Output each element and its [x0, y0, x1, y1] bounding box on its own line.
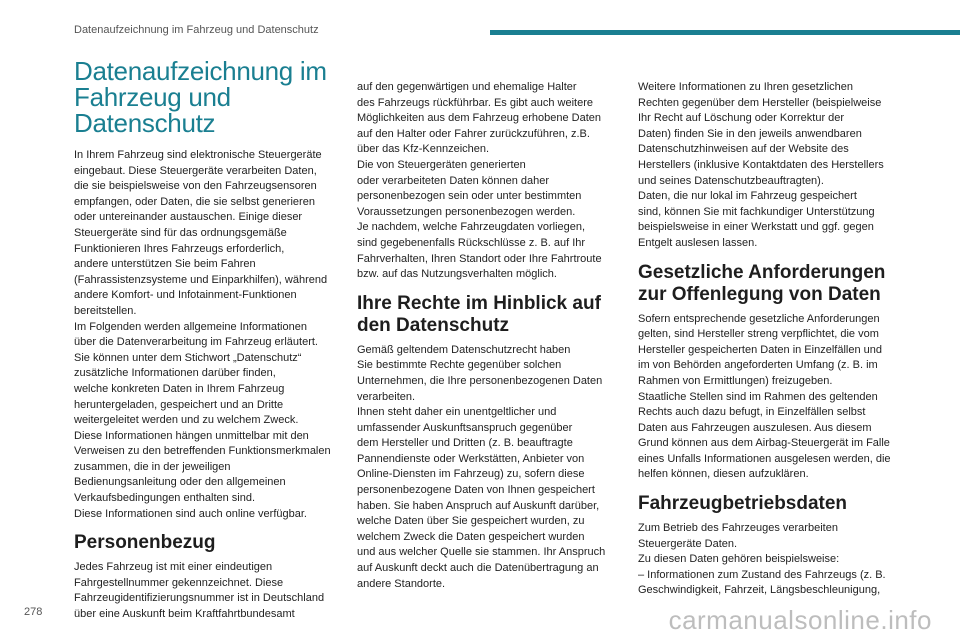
paragraph-weitere-informationen: Weitere Informationen zu Ihren gesetzlichen Rechten gegenüber dem Hersteller (beispielweise Ihr Recht auf Löschung oder Korrektur der Daten) finden Sie in den jeweils anwendbaren Datenschutzhinweisen auf der Website des Herstellers (inklusive Kontaktdaten des Herstellers und seines Datenschutzbeauftragten). Daten, die nur lokal im Fahrzeug gespeichert sind, können Sie mit fachkundiger Unterstützung beispielsweise in einer Werkstatt und ggf. gegen Entgelt auslesen lassen.	[638, 81, 884, 249]
paragraph-rechte: Gemäß geltendem Datenschutzrecht haben Sie bestimmte Rechte gegenüber solchen Unternehmen, die Ihre personenbezogenen Daten verarbeiten. Ihnen steht daher ein unentgeltlicher und umfassender Auskunftsanspruch gegenüber dem Hersteller und Dritten (z. B. beauftragte Pannendienste oder Werkstätten, Anbieter von Online-Diensten im Fahrzeug) zu, sofern diese personenbezogene Daten von Ihnen gespeichert haben. Sie haben Anspruch auf Auskunft darüber, welche Daten über Sie gespeichert wurden, zu welchem Zweck die Daten gespeichert wurden und aus welcher Quelle sie stammen. Ihr Anspruch auf Auskunft deckt auch die Datenübertragung an andere Standorte.	[357, 343, 606, 590]
intro-paragraph: In Ihrem Fahrzeug sind elektronische Steuergeräte eingebaut. Diese Steuergeräte verarbeiten Daten, die sie beispielsweise von den Fahrzeugsensoren empfangen, oder Daten, die sie selbst generieren oder untereinander austauschen. Einige dieser Steuergeräte sind für das ordnungsgemäße Funktionieren Ihres Fahrzeugs erforderlich, andere unterstützen Sie beim Fahren (Fahrassistenzsysteme und Einparkhilfen), während andere Komfort- und Infotainment-Funktionen bereitstellen. Im Folgenden werden allgemeine Informationen über die Datenverarbeitung im Fahrzeug erläutert. Sie können unter dem Stichwort „Datenschutz“ zusätzliche Informationen darüber finden, welche konkreten Daten in Ihrem Fahrzeug heruntergeladen, gespeichert und an Dritte weitergeleitet werden und zu welchem Zweck. Diese Informationen hängen unmittelbar mit den Verweisen zu den betreffenden Funktionsmerkmalen zusammen, die in der jeweiligen Bedienungsanleitung oder den allgemeinen Verkaufsbedingungen enthalten sind. Diese Informationen sind auch online verfügbar.	[74, 149, 331, 520]
page-number: 278	[24, 606, 43, 618]
column-3	[638, 80, 900, 599]
heading-rechte: Ihre Rechte im Hinblick auf den Datenschutz	[357, 292, 601, 336]
paragraph-gesetzliche-anforderungen: Sofern entsprechende gesetzliche Anforderungen gelten, sind Hersteller streng verpflichtet, die vom Hersteller gespeicherten Daten in Einzelfällen und im von Behörden angeforderten Umfang (z. B. im Rahmen von Ermittlungen) freizugeben. Staatliche Stellen sind im Rahmen des geltenden Rechts auch dazu befugt, in Einzelfällen selbst Daten aus Fahrzeugen auszulesen. Aus diesem Grund können aus dem Airbag-Steuergerät im Falle eines Unfalls Informationen ausgelesen werden, die helfen können, diesen aufzuklären.	[638, 312, 891, 481]
heading-fahrzeugbetriebsdaten: Fahrzeugbetriebsdaten	[638, 493, 848, 515]
watermark: carmanualsonline.info	[668, 605, 932, 635]
paragraph-fahrzeugbetriebsdaten: Zum Betrieb des Fahrzeuges verarbeiten Steuergeräte Daten. Zu diesen Daten gehören beispielsweise: – Informationen zum Zustand des Fahrzeugs (z. B. Geschwindigkeit, Fahrzeit, Längsbeschleunigung,	[638, 522, 886, 597]
heading-personenbezug: Personenbezug	[74, 532, 216, 554]
column-1	[74, 58, 336, 623]
header-accent-bar	[490, 30, 960, 35]
page-title: Datenaufzeichnung im Fahrzeug und Datenschutz	[74, 56, 327, 138]
running-header: Datenaufzeichnung im Fahrzeug und Datenschutz	[74, 24, 319, 36]
column-2	[357, 80, 613, 592]
paragraph-continued: auf den gegenwärtigen und ehemalige Halter des Fahrzeugs rückführbar. Es gibt auch weitere Möglichkeiten aus dem Fahrzeug erhobene Daten auf den Halter oder Fahrer zurückzuführen, z.B. über das Kfz-Kennzeichen. Die von Steuergeräten generierten oder verarbeiteten Daten können daher personenbezogen sein oder unter bestimmten Voraussetzungen personenbezogen werden. Je nachdem, welche Fahrzeugdaten vorliegen, sind gegebenenfalls Rückschlüsse z. B. auf Ihr Fahrverhalten, Ihren Standort oder Ihre Fahrtroute bzw. auf das Nutzungsverhalten möglich.	[357, 81, 602, 281]
heading-gesetzliche-anforderungen: Gesetzliche Anforderungen zur Offenlegung von Daten	[638, 261, 886, 305]
paragraph-personenbezug: Jedes Fahrzeug ist mit einer eindeutigen Fahrgestellnummer gekennzeichnet. Diese Fahrzeugidentifizierungsnummer ist in Deutschland über eine Auskunft beim Kraftfahrtbundesamt	[74, 561, 325, 621]
